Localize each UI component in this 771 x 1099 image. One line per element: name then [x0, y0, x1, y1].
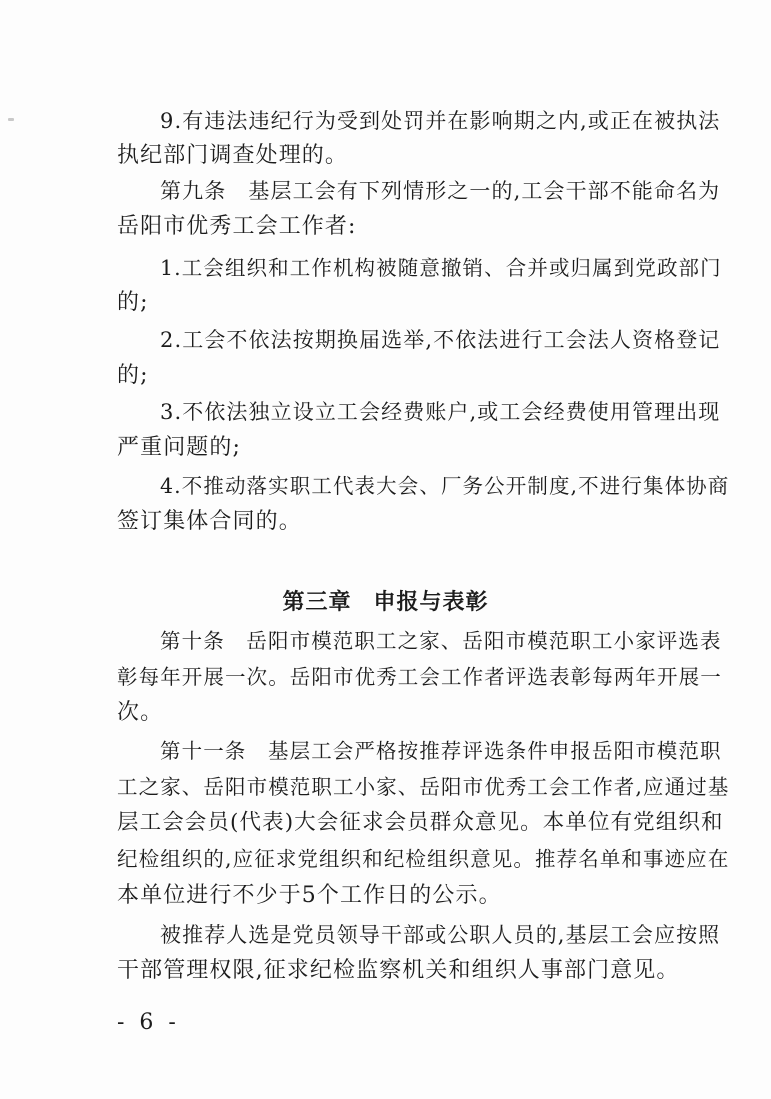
- text-line: 本单位进行不少于5个工作日的公示。: [117, 883, 502, 908]
- text-line: 第十条 岳阳市模范职工之家、岳阳市模范职工小家评选表: [160, 629, 722, 653]
- text-line: 1.工会组织和工作机构被随意撤销、合并或归属到党政部门: [160, 256, 722, 280]
- chapter-number: 第三章: [282, 590, 352, 615]
- text-line: 彰每年开展一次。岳阳市优秀工会工作者评选表彰每两年开展一: [117, 665, 722, 689]
- text-line: 的;: [117, 290, 149, 315]
- text-line: 干部管理权限,征求纪检监察机关和组织人事部门意见。: [117, 958, 680, 983]
- text-line: 次。: [117, 700, 164, 725]
- text-line: 4.不推动落实职工代表大会、厂务公开制度,不进行集体协商: [160, 474, 730, 498]
- text-line: 9.有违法违纪行为受到处罚并在影响期之内,或正在被执法: [160, 109, 721, 133]
- text-line: 第十一条 基层工会严格按推荐评选条件申报岳阳市模范职: [160, 739, 722, 763]
- text-line: 2.工会不依法按期换届选举,不依法进行工会法人资格登记: [160, 328, 721, 352]
- text-line: 第九条 基层工会有下列情形之一的,工会干部不能命名为: [160, 179, 721, 203]
- scan-mark: [8, 118, 14, 121]
- text-line: 3.不依法独立设立工会经费账户,或工会经费使用管理出现: [160, 400, 721, 424]
- text-line: 纪检组织的,应征求党组织和纪检组织意见。推荐名单和事迹应在: [117, 847, 730, 871]
- chapter-heading: [0, 588, 771, 618]
- text-line: 岳阳市优秀工会工作者:: [117, 214, 357, 239]
- text-line: 执纪部门调查处理的。: [117, 143, 349, 168]
- text-line: 工之家、岳阳市模范职工小家、岳阳市优秀工会工作者,应通过基: [117, 775, 730, 799]
- text-line: 层工会会员(代表)大会征求会员群众意见。本单位有党组织和: [117, 810, 724, 835]
- text-line: 被推荐人选是党员领导干部或公职人员的,基层工会应按照: [160, 923, 721, 947]
- text-line: 签订集体合同的。: [117, 509, 302, 534]
- text-line: 的;: [117, 363, 149, 388]
- chapter-title: 申报与表彰: [373, 590, 489, 615]
- text-line: 严重问题的;: [117, 435, 242, 460]
- page-number: - 6 -: [117, 1010, 180, 1035]
